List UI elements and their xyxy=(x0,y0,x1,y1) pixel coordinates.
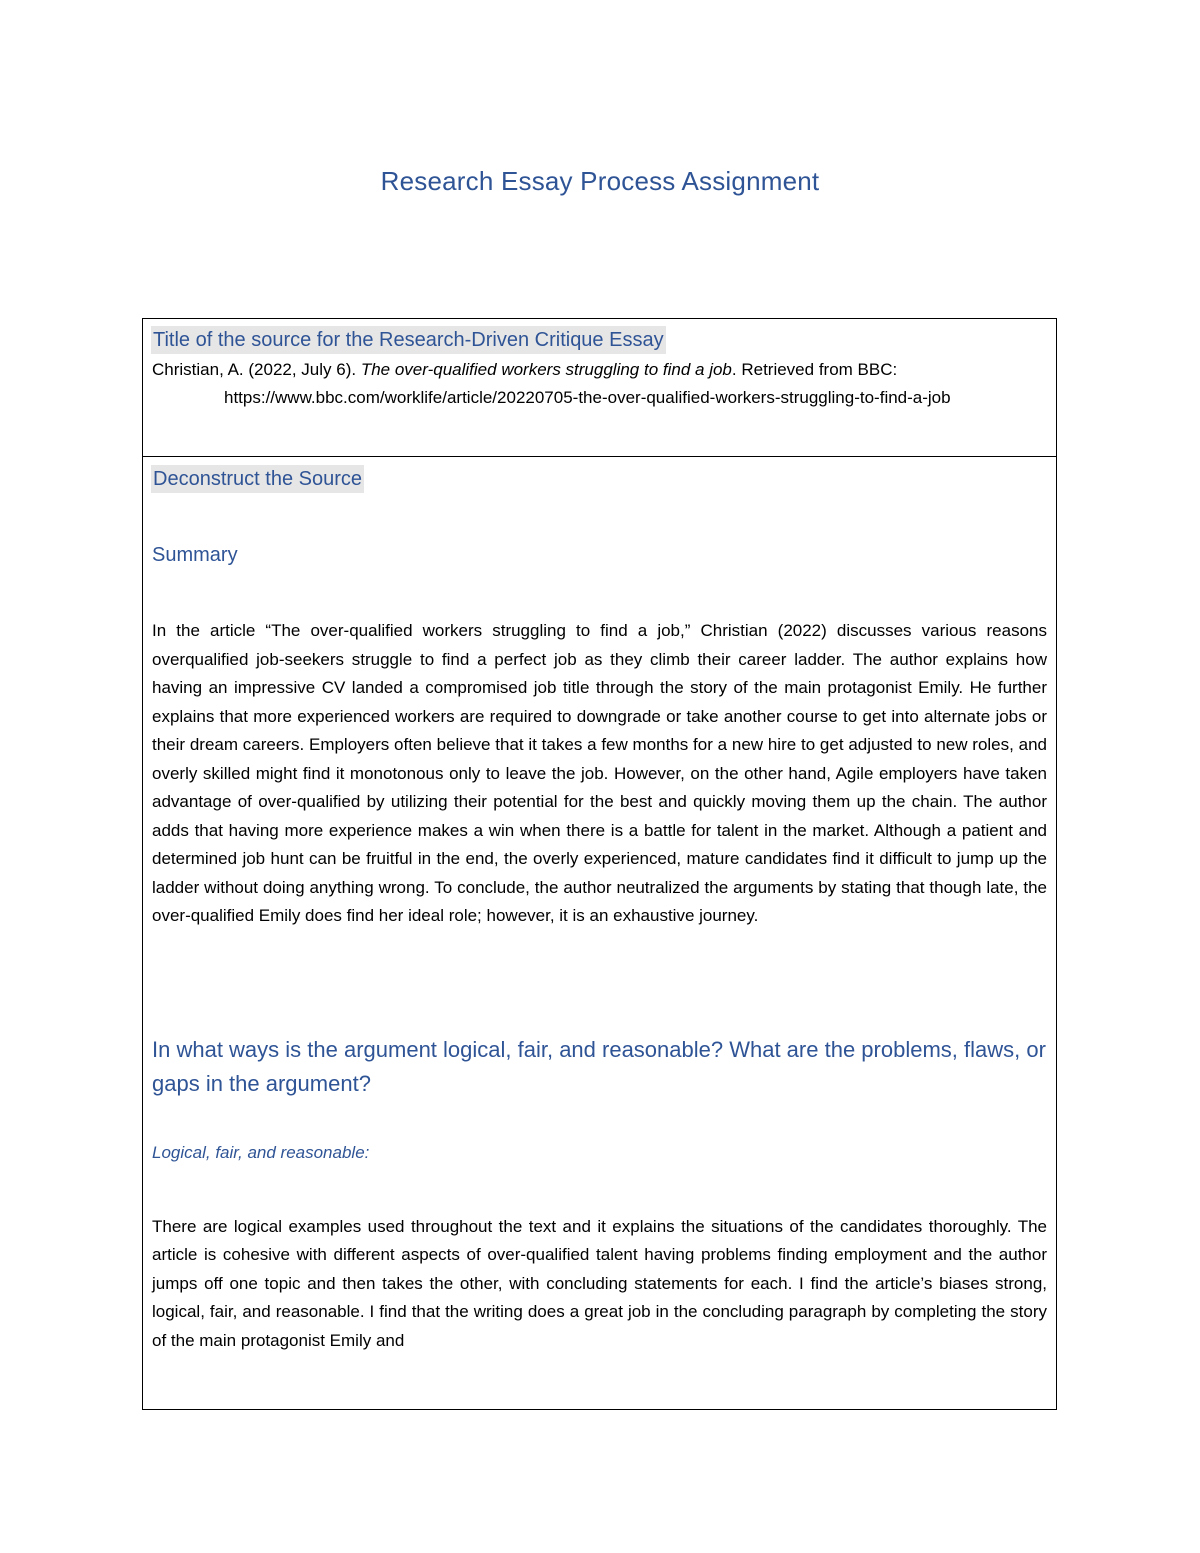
source-cell xyxy=(143,319,1056,457)
citation-rest: . Retrieved from BBC: https://www.bbc.com/worklife/article/20220705-the-over-qualified-workers-struggling-to-find-a-job xyxy=(224,360,951,407)
citation-author: Christian, A. (2022, July 6). xyxy=(152,360,361,379)
logical-fair-reasonable-heading: Logical, fair, and reasonable: xyxy=(152,1142,370,1162)
document-title: Research Essay Process Assignment xyxy=(380,166,820,196)
source-citation xyxy=(152,356,1047,412)
deconstruct-cell xyxy=(143,457,1056,1409)
summary-paragraph: In the article “The over-qualified workers struggling to find a job,” Christian (2022) discusses various reasons overqualified job-seekers struggle to find a perfect job as they climb their career ladder. The author explains how having an impressive CV landed a compromised job title through the story of the main protagonist Emily. He further explains that more experienced workers are required to downgrade or take another course to get into alternate jobs or their dream careers. Employers often believe that it takes a few months for a new hire to get adjusted to new roles, and overly skilled might find it monotonous only to leave the job. However, on the other hand, Agile employers have taken advantage of over-qualified by utilizing their potential for the best and quickly moving them up the chain. The author adds that having more experience makes a win when there is a battle for talent in the market. Although a patient and determined job hunt can be fruitful in the end, the overly experienced, mature candidates find it difficult to jump up the ladder without doing anything wrong. To conclude, the author neutralized the arguments by stating that though late, the over-qualified Emily does find her ideal role; however, it is an exhaustive journey. xyxy=(152,621,1047,925)
assignment-table xyxy=(142,318,1057,1410)
deconstruct-heading: Deconstruct the Source xyxy=(151,465,364,493)
citation-title: The over-qualified workers struggling to find a job xyxy=(360,360,732,379)
summary-heading: Summary xyxy=(152,544,238,566)
argument-question-heading: In what ways is the argument logical, fair, and reasonable? What are the problems, flaws, or gaps in the argument? xyxy=(152,1036,1046,1096)
logical-fair-reasonable-paragraph: There are logical examples used throughout the text and it explains the situations of the candidates thoroughly. The article is cohesive with different aspects of over-qualified talent having problems finding employment and the author jumps off one topic and then takes the other, with concluding statements for each. I find the article’s biases strong, logical, fair, and reasonable. I find that the writing does a great job in the concluding paragraph by completing the story of the main protagonist Emily and xyxy=(152,1216,1047,1350)
source-heading: Title of the source for the Research-Driven Critique Essay xyxy=(151,326,666,354)
